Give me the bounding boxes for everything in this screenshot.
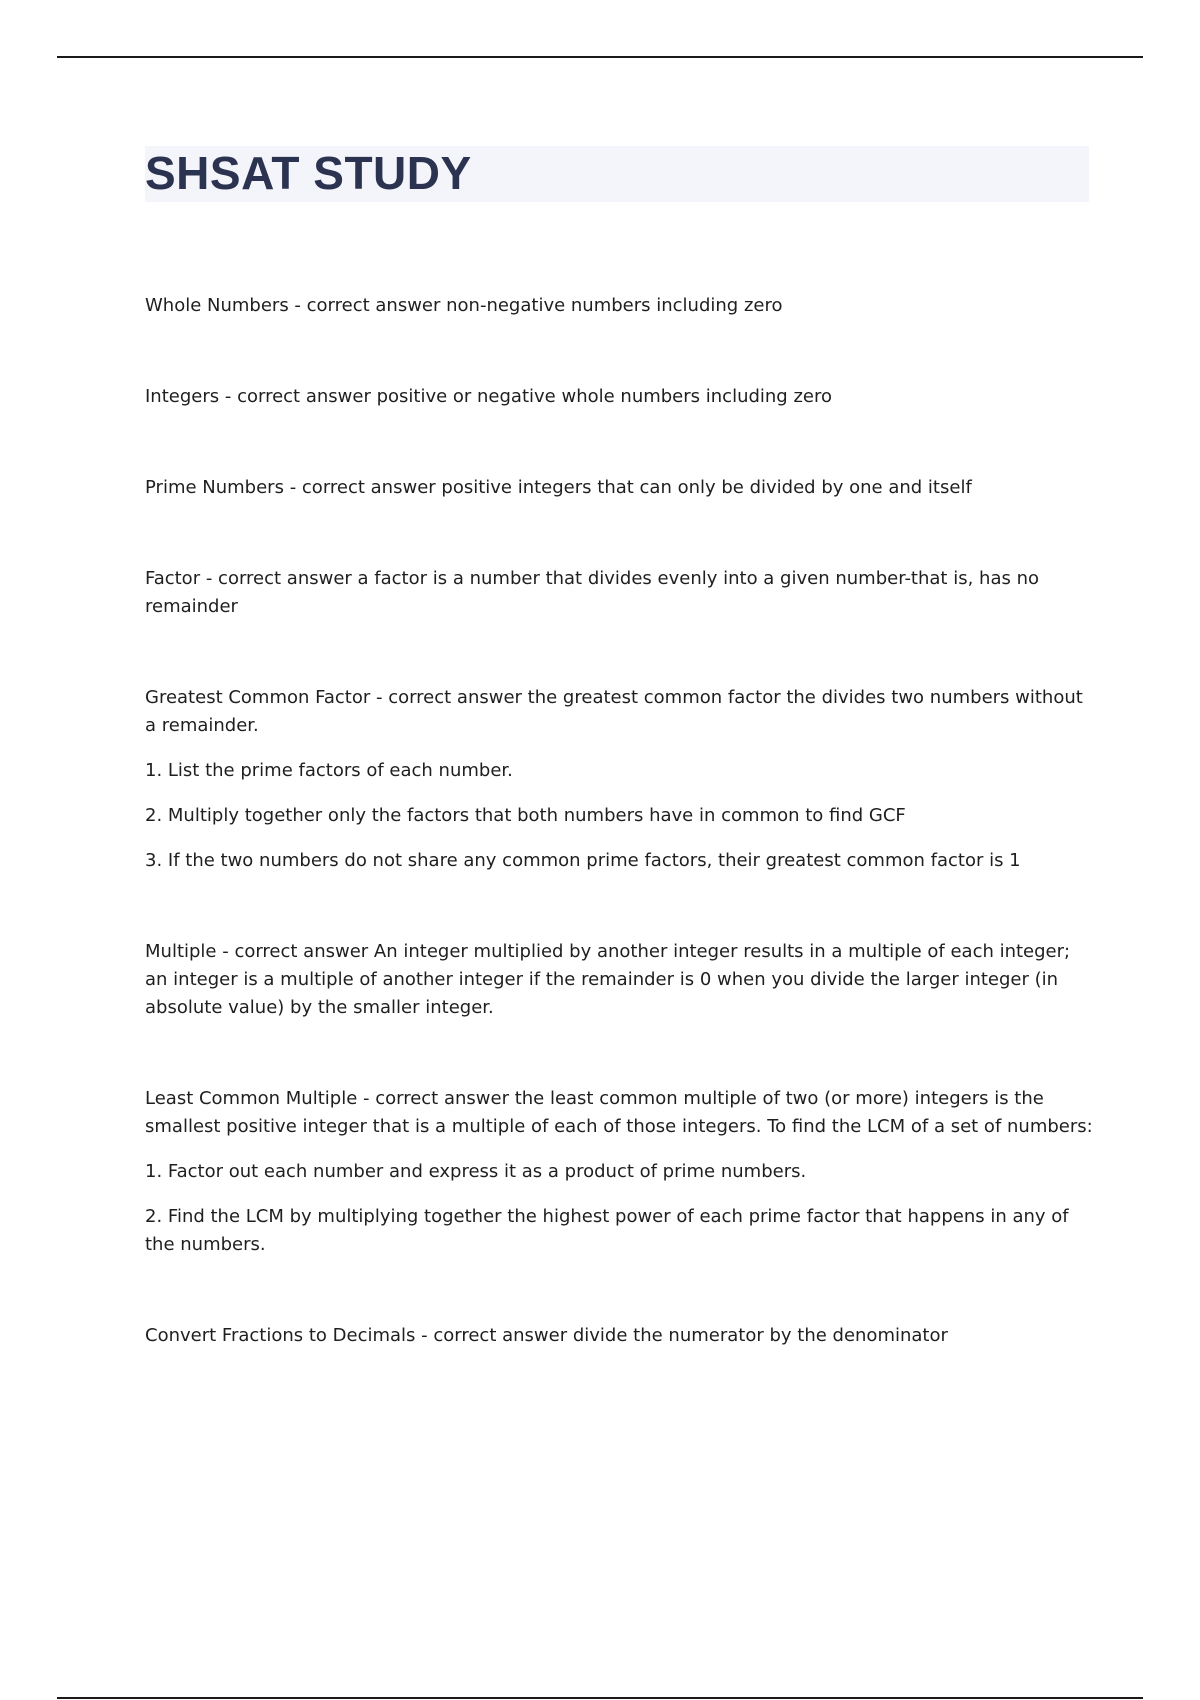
qa-item-integers bbox=[145, 383, 1095, 411]
qa-separator: - correct answer bbox=[283, 477, 442, 498]
qa-step: 2. Multiply together only the factors that both numbers have in common to find GCF bbox=[145, 805, 906, 826]
qa-item-greatest-common-factor bbox=[145, 684, 1095, 875]
qa-separator: - correct answer bbox=[370, 687, 528, 708]
footer-rule bbox=[57, 1697, 1143, 1699]
qa-step: 1. List the prime factors of each number. bbox=[145, 760, 513, 781]
qa-separator: - correct answer bbox=[219, 386, 377, 407]
qa-term: Least Common Multiple bbox=[145, 1088, 358, 1109]
qa-term: Greatest Common Factor bbox=[145, 687, 371, 708]
qa-text bbox=[145, 938, 1095, 1022]
qa-step: 1. Factor out each number and express it as a product of prime numbers. bbox=[145, 1161, 807, 1182]
qa-text bbox=[145, 292, 1095, 320]
qa-item-factor bbox=[145, 565, 1095, 621]
qa-separator: - correct answer bbox=[357, 1088, 515, 1109]
qa-text bbox=[145, 1322, 1095, 1350]
qa-answer: divide the numerator by the denominator bbox=[572, 1325, 948, 1346]
qa-item-convert-fractions bbox=[145, 1322, 1095, 1350]
qa-separator: - correct answer bbox=[200, 568, 358, 589]
qa-answer: non-negative numbers including zero bbox=[446, 295, 783, 316]
document-title: SHSAT STUDY bbox=[145, 147, 472, 199]
qa-text bbox=[145, 383, 1095, 411]
header-rule bbox=[57, 56, 1143, 58]
qa-term: Prime Numbers bbox=[145, 477, 284, 498]
qa-text bbox=[145, 684, 1095, 740]
study-content bbox=[145, 292, 1095, 1413]
qa-term: Integers bbox=[145, 386, 220, 407]
qa-item-multiple bbox=[145, 938, 1095, 1022]
qa-answer: An integer multiplied by another integer results in a multiple of each integer; an integer is a multiple of another integer if the remainder is 0 when you divide the larger integer (in absolute value) by the smaller integer. bbox=[145, 941, 1071, 1018]
qa-term: Whole Numbers bbox=[145, 295, 289, 316]
qa-answer: positive integers that can only be divided by one and itself bbox=[441, 477, 972, 498]
qa-term: Factor bbox=[145, 568, 201, 589]
qa-separator: - correct answer bbox=[415, 1325, 573, 1346]
qa-item-least-common-multiple bbox=[145, 1085, 1095, 1259]
qa-term: Multiple bbox=[145, 941, 217, 962]
qa-term: Convert Fractions to Decimals bbox=[145, 1325, 416, 1346]
qa-answer: the least common multiple of two (or more) integers is the smallest positive integer that is a multiple of each of those integers. To find the LCM of a set of numbers: bbox=[145, 1088, 1093, 1137]
qa-step: 2. Find the LCM by multiplying together the highest power of each prime factor that happens in any of the numbers. bbox=[145, 1206, 1069, 1255]
qa-text bbox=[145, 474, 1095, 502]
qa-step: 3. If the two numbers do not share any common prime factors, their greatest common factor is 1 bbox=[145, 850, 1021, 871]
qa-text bbox=[145, 1085, 1095, 1141]
qa-item-whole-numbers bbox=[145, 292, 1095, 320]
qa-answer: a factor is a number that divides evenly into a given number-that is, has no remainder bbox=[145, 568, 1039, 617]
qa-separator: - correct answer bbox=[288, 295, 447, 316]
qa-separator: - correct answer bbox=[216, 941, 374, 962]
qa-text bbox=[145, 565, 1095, 621]
qa-answer: positive or negative whole numbers including zero bbox=[376, 386, 832, 407]
qa-item-prime-numbers bbox=[145, 474, 1095, 502]
qa-answer: the greatest common factor the divides two numbers without a remainder. bbox=[145, 687, 1083, 736]
